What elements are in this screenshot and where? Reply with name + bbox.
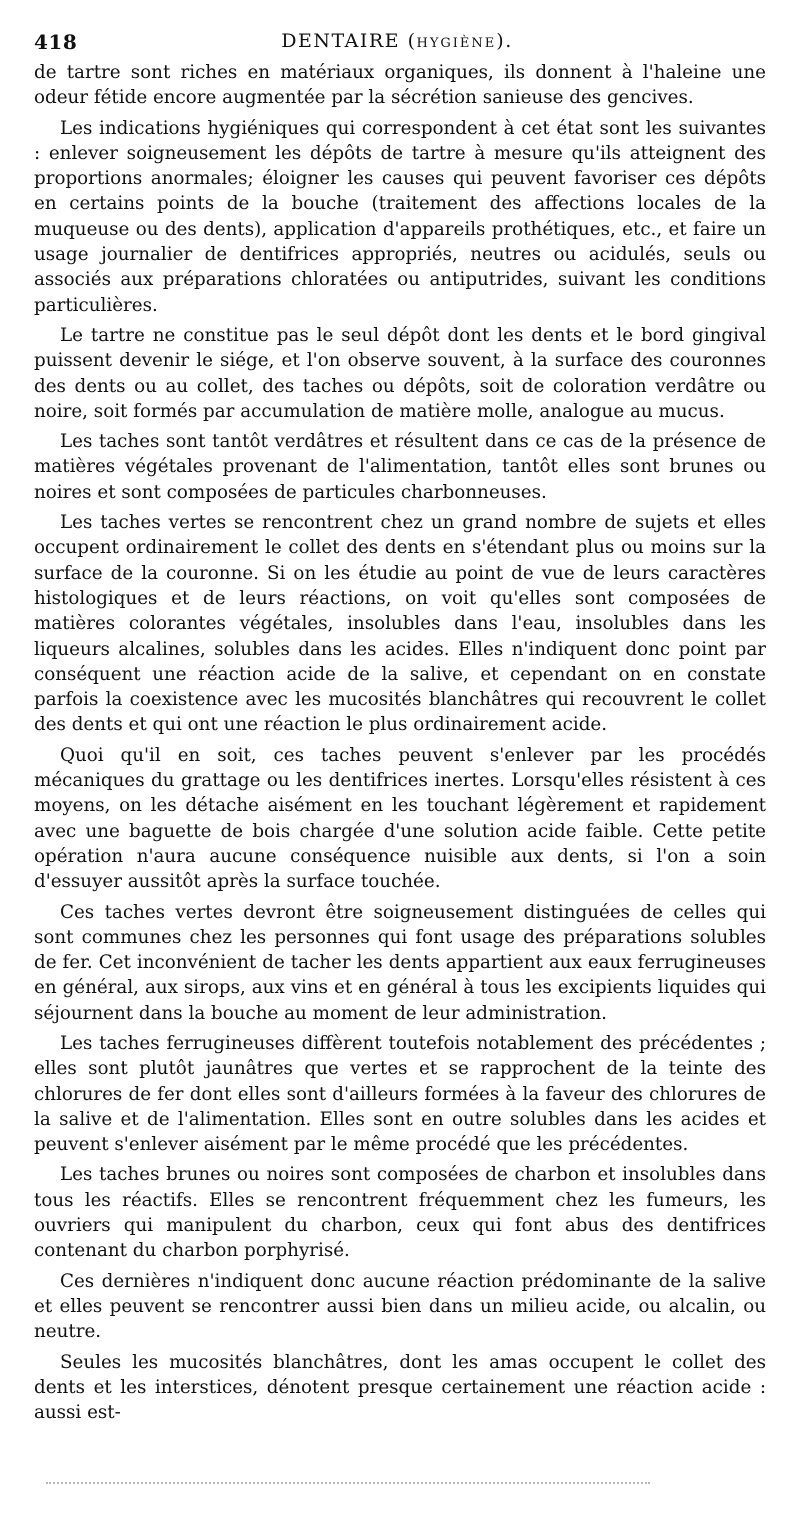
- paragraph: Seules les mucosités blanchâtres, dont les amas occupent le collet des dents et les interstices, dénotent presque certainement une réaction acide : aussi est-: [34, 1351, 766, 1424]
- running-title-end: ).: [496, 30, 513, 52]
- paragraph: Les taches vertes se rencontrent chez un grand nombre de sujets et elles occupent ordinairement le collet des dents en s'étendant plus ou moins sur la surface de la couronne. Si on les étudie au point de vue de leurs caractères histologiques et de leurs réactions, on voit qu'elles sont composées de matières colorantes végétales, insolubles dans l'eau, insolubles dans les liqueurs alcalines, solubles dans les acides. Elles n'indiquent donc point par conséquent une réaction acide de la salive, et cependant on en constate parfois la coexistence avec les mucosités blanchâtres qui recouvrent le collet des dents et qui ont une réaction le plus ordinairement acide.: [34, 512, 766, 736]
- paragraph-continued: de tartre sont riches en matériaux organiques, ils donnent à l'haleine une odeur fétide encore augmentée par la sécrétion sanieuse des gencives.: [34, 62, 766, 109]
- bleed-through-line: [46, 1482, 650, 1484]
- running-title-sub: HYGIÈNE: [416, 36, 497, 51]
- paragraph: Quoi qu'il en soit, ces taches peuvent s'enlever par les procédés mécaniques du grattage ou les dentifrices inertes. Lorsqu'elles résistent à ces moyens, on les détache aisément en les touchant légèrement et rapidement avec une baguette de bois chargée d'une solution acide faible. Cette petite opération n'aura aucune conséquence nuisible aux dents, si l'on a soin d'essuyer aussitôt après la surface touchée.: [34, 744, 766, 893]
- paragraph: Les taches brunes ou noires sont composées de charbon et insolubles dans tous les réactifs. Elles se rencontrent fréquemment chez les fumeurs, les ouvriers qui manipulent du charbon, ceux qui font abus des dentifrices contenant du charbon porphyrisé.: [34, 1164, 766, 1262]
- paragraph: Les indications hygiéniques qui correspondent à cet état sont les suivantes : enlever soigneusement les dépôts de tartre à mesure qu'ils atteignent des proportions anormales; éloigner les causes qui peuvent favoriser ces dépôts en certains points de la bouche (traitement des affections locales de la muqueuse ou des dents), application d'appareils prothétiques, etc., et faire un usage journalier de dentifrices appropriés, neutres ou acidulés, seuls ou associés aux préparations chloratées ou antiputrides, suivant les conditions particulières.: [34, 117, 766, 316]
- paragraph: Les taches ferrugineuses diffèrent toutefois notablement des précédentes ; elles sont plutôt jaunâtres que vertes et se rapprochent de la teinte des chlorures de fer dont elles sont d'ailleurs formées à la faveur des chlorures de la salive et de l'alimentation. Elles sont en outre solubles dans les acides et peuvent s'enlever aisément par le même procédé que les précédentes.: [34, 1032, 766, 1156]
- page-number: 418: [34, 30, 78, 54]
- running-title-main: DENTAIRE (: [281, 30, 417, 52]
- body-text: [34, 60, 766, 1425]
- paragraph: Le tartre ne constitue pas le seul dépôt dont les dents et le bord gingival puissent devenir le siége, et l'on observe souvent, à la surface des couronnes des dents ou au collet, des taches ou dépôts, soit de coloration verdâtre ou noire, soit formés par accumulation de matière molle, analogue au mucus.: [34, 324, 766, 422]
- page-header: [34, 30, 760, 58]
- running-title: [34, 30, 760, 52]
- paragraph: Ces dernières n'indiquent donc aucune réaction prédominante de la salive et elles peuvent se rencontrer aussi bien dans un milieu acide, ou alcalin, ou neutre.: [34, 1270, 766, 1343]
- paragraph: Ces taches vertes devront être soigneusement distinguées de celles qui sont communes chez les personnes qui font usage des préparations solubles de fer. Cet inconvénient de tacher les dents appartient aux eaux ferrugineuses en général, aux sirops, aux vins et en général à tous les excipients liquides qui séjournent dans la bouche au moment de leur administration.: [34, 901, 766, 1024]
- paragraph: Les taches sont tantôt verdâtres et résultent dans ce cas de la présence de matières végétales provenant de l'alimentation, tantôt elles sont brunes ou noires et sont composées de particules charbonneuses.: [34, 431, 766, 503]
